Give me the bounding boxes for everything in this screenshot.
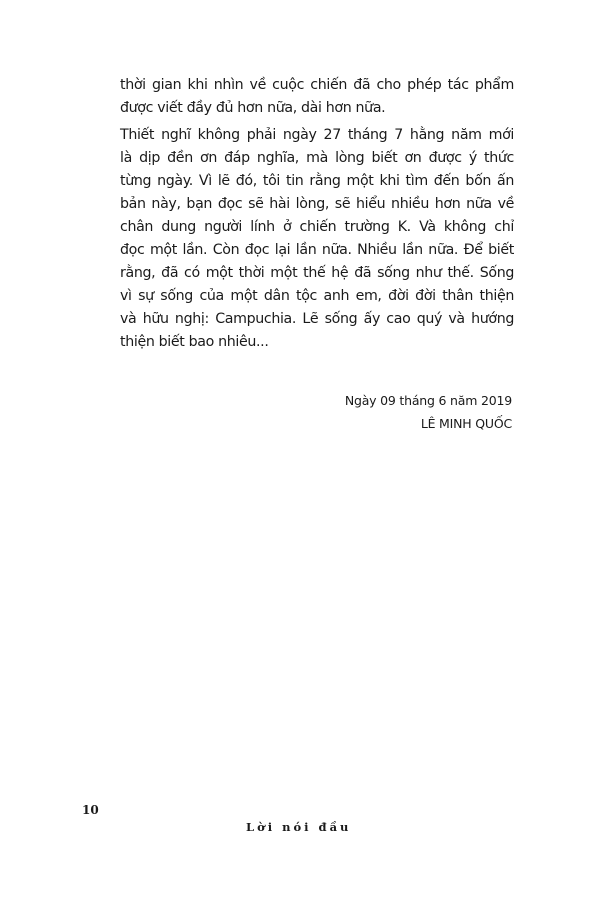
- running-head: Lời nói đầu: [246, 820, 352, 834]
- text-line: đọc một lần. Còn đọc lại lần nữa. Nhiều lần nữa. Để biết: [120, 242, 514, 258]
- paragraph-1: [120, 74, 514, 120]
- text-line: rằng, đã có một thời một thế hệ đã sống như thế. Sống: [120, 265, 514, 281]
- signature-author: LÊ MINH QUỐC: [420, 416, 512, 431]
- text-line: bản này, bạn đọc sẽ hài lòng, sẽ hiểu nhiều hơn nữa về: [120, 196, 514, 212]
- text-line: chân dung người lính ở chiến trường K. Và không chỉ: [120, 219, 514, 235]
- text-line: thời gian khi nhìn về cuộc chiến đã cho phép tác phẩm: [120, 77, 514, 93]
- text-line: là dịp đền ơn đáp nghĩa, mà lòng biết ơn được ý thức: [120, 150, 514, 166]
- text-line: được viết đầy đủ hơn nữa, dài hơn nữa.: [120, 100, 386, 116]
- text-line: từng ngày. Vì lẽ đó, tôi tin rằng một khi tìm đến bốn ấn: [120, 173, 514, 189]
- text-line: và hữu nghị: Campuchia. Lẽ sống ấy cao quý và hướng: [120, 311, 514, 327]
- text-line: thiện biết bao nhiêu...: [120, 334, 269, 350]
- signature-date: Ngày 09 tháng 6 năm 2019: [344, 393, 512, 408]
- text-line: Thiết nghĩ không phải ngày 27 tháng 7 hằng năm mới: [120, 127, 514, 143]
- text-line: vì sự sống của một dân tộc anh em, đời đời thân thiện: [120, 288, 514, 304]
- paragraph-2: [120, 124, 514, 354]
- page-number: 10: [82, 803, 99, 817]
